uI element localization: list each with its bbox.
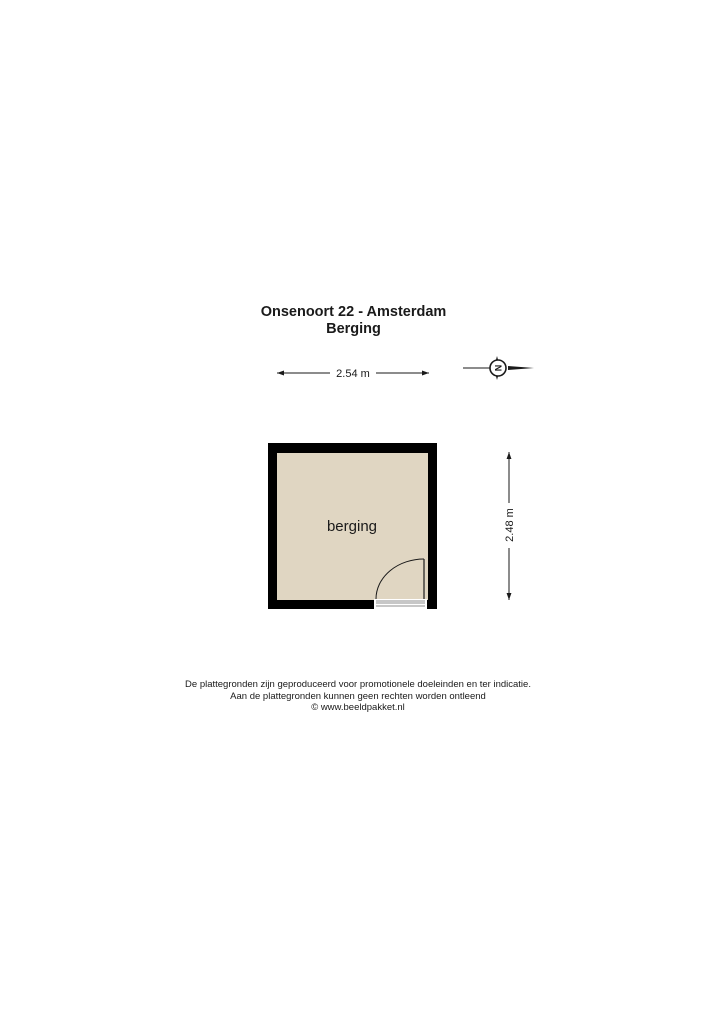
disclaimer-line-3: © www.beeldpakket.nl: [311, 702, 405, 713]
disclaimer: [0, 679, 716, 714]
compass-north-letter: N: [493, 364, 503, 372]
width-dimension-label: 2.54 m: [336, 368, 370, 380]
disclaimer-line-2: Aan de plattegronden kunnen geen rechten worden ontleend: [230, 690, 486, 702]
height-dimension-label: 2.48 m: [504, 508, 516, 542]
compass-icon: [463, 356, 534, 380]
disclaimer-line-1: De plattegronden zijn geproduceerd voor promotionele doeleinden en ter indicatie.: [185, 679, 531, 690]
width-dimension: [277, 368, 429, 380]
plan-title-address: Onsenoort 22 - Amsterdam: [260, 304, 447, 320]
room-berging: [268, 443, 437, 610]
height-dimension: [504, 452, 516, 600]
room-label: berging: [326, 518, 378, 535]
plan-title-floor: Berging: [326, 321, 381, 337]
